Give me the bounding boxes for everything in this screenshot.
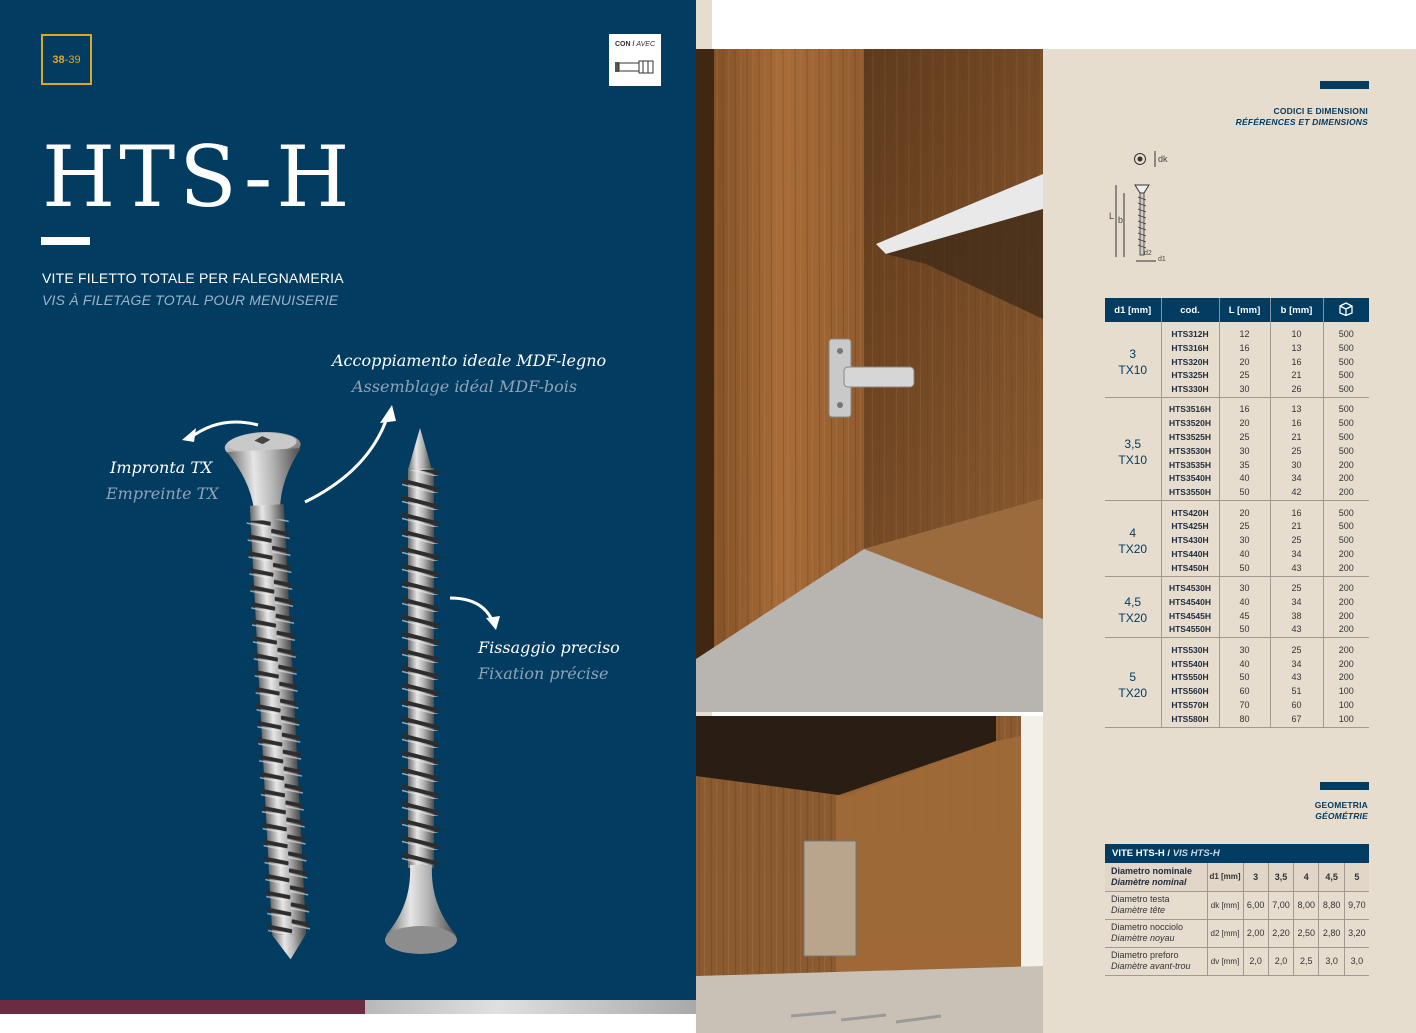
cell-L: 25 bbox=[1219, 520, 1270, 534]
cell-b: 16 bbox=[1270, 507, 1323, 521]
screw-illustration bbox=[0, 0, 696, 1000]
cell-code: HTS4530H bbox=[1161, 582, 1219, 596]
cell-L: 30 bbox=[1219, 534, 1270, 548]
cell-code: HTS540H bbox=[1161, 658, 1219, 672]
cell-b: 25 bbox=[1270, 534, 1323, 548]
geometry-value: 3,0 bbox=[1319, 947, 1344, 975]
geometry-value: 8,00 bbox=[1294, 891, 1319, 919]
cell-pieces: 500 bbox=[1338, 535, 1354, 546]
cell-b: 67 bbox=[1270, 713, 1323, 727]
geometry-value: 2,00 bbox=[1243, 919, 1268, 947]
geometry-symbol: dv [mm] bbox=[1207, 947, 1243, 975]
cell-pieces: 500 bbox=[1338, 445, 1354, 456]
screw-dimension-drawing bbox=[1104, 145, 1184, 270]
codes-table bbox=[1105, 298, 1369, 728]
geometry-value: 3,0 bbox=[1344, 947, 1369, 975]
codes-header-row bbox=[1105, 298, 1369, 322]
label-fr: Diamètre avant-trou bbox=[1111, 961, 1191, 971]
geometry-value: 2,5 bbox=[1294, 947, 1319, 975]
cell-b: 16 bbox=[1270, 356, 1323, 370]
cell-pieces: 500 bbox=[1338, 342, 1354, 353]
cell-L: 30 bbox=[1219, 582, 1270, 596]
cell-b: 34 bbox=[1270, 596, 1323, 610]
geometry-value: 2,20 bbox=[1268, 919, 1293, 947]
codes-group-diameter bbox=[1105, 582, 1161, 638]
geometry-value: 2,80 bbox=[1319, 919, 1344, 947]
callout-coupling-fr: Assemblage idéal MDF-bois bbox=[352, 376, 578, 396]
codes-group bbox=[1105, 638, 1369, 727]
label-L: L bbox=[1109, 211, 1115, 221]
cell-L: 35 bbox=[1219, 459, 1270, 473]
cell-b: 26 bbox=[1270, 383, 1323, 397]
label-d2: d2 bbox=[1144, 250, 1152, 257]
group-d1: 4,5 bbox=[1124, 594, 1142, 609]
group-d1: 3,5 bbox=[1124, 436, 1142, 451]
cell-b: 51 bbox=[1270, 685, 1323, 699]
group-d1: 5 bbox=[1129, 670, 1137, 685]
cell-b: 25 bbox=[1270, 644, 1323, 658]
cell-pieces: 200 bbox=[1338, 473, 1354, 484]
codes-group bbox=[1105, 397, 1369, 500]
page-number-a: 38 bbox=[52, 53, 65, 66]
label-it: Diametro testa bbox=[1111, 894, 1170, 904]
cell-L: 30 bbox=[1219, 445, 1270, 459]
cell-L: 25 bbox=[1219, 369, 1270, 383]
geometry-value: 4,5 bbox=[1319, 863, 1344, 891]
cell-L: 20 bbox=[1219, 356, 1270, 370]
cell-pieces: 500 bbox=[1338, 384, 1354, 395]
cell-pieces: 500 bbox=[1338, 418, 1354, 429]
cell-pieces: 100 bbox=[1338, 686, 1354, 697]
group-tx: TX20 bbox=[1118, 542, 1148, 557]
cell-code: HTS4545H bbox=[1161, 610, 1219, 624]
geometry-title-fr: VIS HTS-H bbox=[1172, 848, 1220, 859]
geometry-row-label bbox=[1105, 919, 1207, 947]
group-d1: 3 bbox=[1129, 347, 1137, 362]
col-code: cod. bbox=[1161, 298, 1219, 322]
cell-b: 21 bbox=[1270, 520, 1323, 534]
geometry-row bbox=[1105, 863, 1369, 891]
label-fr: Diamètre noyau bbox=[1111, 933, 1175, 943]
label-it: Diametro preforo bbox=[1111, 950, 1179, 960]
geometry-row-label bbox=[1105, 891, 1207, 919]
codes-group-diameter bbox=[1105, 328, 1161, 397]
label-d1: d1 bbox=[1158, 256, 1166, 263]
label-it: Diametro nocciolo bbox=[1111, 922, 1184, 932]
geometry-value: 9,70 bbox=[1344, 891, 1369, 919]
cabinet-hinge-photo bbox=[696, 49, 1043, 712]
group-d1: 4 bbox=[1129, 526, 1137, 541]
cell-b: 25 bbox=[1270, 582, 1323, 596]
codes-section-bar bbox=[1320, 81, 1369, 89]
cell-L: 50 bbox=[1219, 671, 1270, 685]
cell-code: HTS430H bbox=[1161, 534, 1219, 548]
cell-pieces: 200 bbox=[1338, 624, 1354, 635]
cell-code: HTS325H bbox=[1161, 369, 1219, 383]
geometry-value: 2,0 bbox=[1243, 947, 1268, 975]
geometry-title-it: VITE HTS-H / bbox=[1112, 848, 1171, 859]
geometry-row bbox=[1105, 919, 1369, 947]
cell-pieces: 500 bbox=[1338, 432, 1354, 443]
col-pieces bbox=[1323, 298, 1369, 322]
codes-row bbox=[1105, 328, 1369, 342]
cabinet-interior-photo bbox=[696, 716, 1043, 1033]
cell-code: HTS312H bbox=[1161, 328, 1219, 342]
codes-row bbox=[1105, 644, 1369, 658]
codes-row bbox=[1105, 507, 1369, 521]
label-b: b bbox=[1118, 215, 1124, 225]
cell-L: 16 bbox=[1219, 342, 1270, 356]
cell-b: 60 bbox=[1270, 699, 1323, 713]
codes-row bbox=[1105, 582, 1369, 596]
geometry-symbol: dk [mm] bbox=[1207, 891, 1243, 919]
cell-b: 13 bbox=[1270, 342, 1323, 356]
cell-pieces: 500 bbox=[1338, 356, 1354, 367]
cell-L: 30 bbox=[1219, 644, 1270, 658]
cell-b: 21 bbox=[1270, 431, 1323, 445]
cell-code: HTS3540H bbox=[1161, 472, 1219, 486]
bit-included-badge: CON / AVEC bbox=[609, 34, 661, 86]
subtitle-french: VIS À FILETAGE TOTAL POUR MENUISERIE bbox=[42, 292, 339, 308]
cell-code: HTS570H bbox=[1161, 699, 1219, 713]
geometry-section-heading bbox=[1315, 800, 1368, 822]
box-icon bbox=[1338, 302, 1354, 316]
cell-L: 50 bbox=[1219, 562, 1270, 576]
geometry-symbol: d1 [mm] bbox=[1207, 863, 1243, 891]
codes-group bbox=[1105, 576, 1369, 638]
cell-b: 21 bbox=[1270, 369, 1323, 383]
cell-b: 16 bbox=[1270, 417, 1323, 431]
geometry-row-label bbox=[1105, 947, 1207, 975]
cell-b: 42 bbox=[1270, 486, 1323, 500]
callout-coupling bbox=[332, 348, 606, 399]
cell-pieces: 500 bbox=[1338, 370, 1354, 381]
cell-pieces: 100 bbox=[1338, 713, 1354, 724]
geometry-value: 2,50 bbox=[1294, 919, 1319, 947]
cell-code: HTS330H bbox=[1161, 383, 1219, 397]
cell-pieces: 200 bbox=[1338, 658, 1354, 669]
codes-row bbox=[1105, 403, 1369, 417]
codes-group-diameter bbox=[1105, 644, 1161, 727]
geometry-heading-fr: GÉOMÉTRIE bbox=[1315, 811, 1368, 821]
geometry-value: 7,00 bbox=[1268, 891, 1293, 919]
codes-heading-it: CODICI E DIMENSIONI bbox=[1273, 106, 1368, 116]
cell-pieces: 200 bbox=[1338, 562, 1354, 573]
cell-L: 40 bbox=[1219, 596, 1270, 610]
cell-pieces: 200 bbox=[1338, 610, 1354, 621]
cell-L: 20 bbox=[1219, 417, 1270, 431]
badge-avec: AVEC bbox=[636, 41, 656, 48]
cell-L: 16 bbox=[1219, 403, 1270, 417]
page-number-badge: 38 - 39 bbox=[41, 34, 92, 85]
cell-pieces: 200 bbox=[1338, 487, 1354, 498]
cell-L: 80 bbox=[1219, 713, 1270, 727]
cell-L: 30 bbox=[1219, 383, 1270, 397]
cell-code: HTS4540H bbox=[1161, 596, 1219, 610]
cell-L: 25 bbox=[1219, 431, 1270, 445]
cell-pieces: 500 bbox=[1338, 507, 1354, 518]
cell-L: 50 bbox=[1219, 623, 1270, 637]
cell-code: HTS3530H bbox=[1161, 445, 1219, 459]
group-tx: TX20 bbox=[1118, 610, 1148, 625]
group-tx: TX10 bbox=[1118, 452, 1148, 467]
cell-b: 43 bbox=[1270, 671, 1323, 685]
cell-code: HTS560H bbox=[1161, 685, 1219, 699]
codes-group bbox=[1105, 501, 1369, 576]
codes-group bbox=[1105, 322, 1369, 397]
callout-drive-it: Impronta TX bbox=[110, 458, 213, 477]
cell-code: HTS3550H bbox=[1161, 486, 1219, 500]
cell-code: HTS550H bbox=[1161, 671, 1219, 685]
col-d1: d1 [mm] bbox=[1105, 298, 1161, 322]
label-fr: Diamètre nominal bbox=[1111, 876, 1187, 887]
geometry-section-bar bbox=[1320, 782, 1369, 790]
label-dk: dk bbox=[1158, 154, 1168, 164]
group-tx: TX20 bbox=[1118, 686, 1148, 701]
cell-pieces: 200 bbox=[1338, 459, 1354, 470]
cell-pieces: 500 bbox=[1338, 329, 1354, 339]
geometry-table bbox=[1105, 844, 1369, 976]
cell-code: HTS580H bbox=[1161, 713, 1219, 727]
cell-code: HTS3516H bbox=[1161, 403, 1219, 417]
cell-pieces: 500 bbox=[1338, 521, 1354, 532]
cell-L: 20 bbox=[1219, 507, 1270, 521]
cover-panel bbox=[0, 0, 696, 1000]
codes-group-diameter bbox=[1105, 507, 1161, 576]
geometry-table-title bbox=[1105, 844, 1369, 863]
product-title: HTS-H bbox=[42, 128, 354, 226]
geometry-value: 3,20 bbox=[1344, 919, 1369, 947]
geometry-symbol: d2 [mm] bbox=[1207, 919, 1243, 947]
callout-fixing-it: Fissaggio preciso bbox=[478, 638, 620, 657]
callout-drive-fr: Empreinte TX bbox=[106, 483, 219, 503]
geometry-row-label bbox=[1105, 863, 1207, 891]
cell-code: HTS320H bbox=[1161, 356, 1219, 370]
cell-code: HTS425H bbox=[1161, 520, 1219, 534]
cell-L: 60 bbox=[1219, 685, 1270, 699]
cell-code: HTS450H bbox=[1161, 562, 1219, 576]
subtitle-italian: VITE FILETTO TOTALE PER FALEGNAMERIA bbox=[42, 270, 344, 286]
cell-pieces: 200 bbox=[1338, 548, 1354, 559]
cell-b: 43 bbox=[1270, 562, 1323, 576]
geometry-value: 3,5 bbox=[1268, 863, 1293, 891]
cell-pieces: 200 bbox=[1338, 672, 1354, 683]
page-number-b: 39 bbox=[68, 53, 81, 66]
cell-pieces: 500 bbox=[1338, 404, 1354, 415]
cell-code: HTS440H bbox=[1161, 548, 1219, 562]
col-L: L [mm] bbox=[1219, 298, 1270, 322]
cell-pieces: 200 bbox=[1338, 583, 1354, 594]
codes-group-diameter bbox=[1105, 403, 1161, 500]
cell-code: HTS3520H bbox=[1161, 417, 1219, 431]
badge-con: CON bbox=[614, 41, 631, 48]
cell-L: 40 bbox=[1219, 658, 1270, 672]
cell-L: 40 bbox=[1219, 472, 1270, 486]
geometry-row bbox=[1105, 891, 1369, 919]
label-it: Diametro nominale bbox=[1111, 865, 1193, 876]
callout-drive bbox=[106, 455, 219, 506]
codes-section-heading bbox=[1236, 106, 1368, 128]
cell-b: 34 bbox=[1270, 658, 1323, 672]
cell-b: 43 bbox=[1270, 623, 1323, 637]
geometry-row bbox=[1105, 947, 1369, 975]
cell-b: 30 bbox=[1270, 459, 1323, 473]
geometry-value: 3 bbox=[1243, 863, 1268, 891]
cell-b: 13 bbox=[1270, 403, 1323, 417]
geometry-value: 2,0 bbox=[1268, 947, 1293, 975]
cell-pieces: 200 bbox=[1338, 644, 1354, 655]
cell-code: HTS316H bbox=[1161, 342, 1219, 356]
col-b: b [mm] bbox=[1270, 298, 1323, 322]
cell-L: 40 bbox=[1219, 548, 1270, 562]
geometry-value: 8,80 bbox=[1319, 891, 1344, 919]
cell-b: 25 bbox=[1270, 445, 1323, 459]
cell-L: 45 bbox=[1219, 610, 1270, 624]
cell-pieces: 200 bbox=[1338, 596, 1354, 607]
callout-coupling-it: Accoppiamento ideale MDF-legno bbox=[332, 351, 607, 370]
callout-fixing-fr: Fixation précise bbox=[478, 663, 609, 683]
top-margin bbox=[712, 0, 1416, 49]
cell-L: 70 bbox=[1219, 699, 1270, 713]
cell-code: HTS3525H bbox=[1161, 431, 1219, 445]
cell-code: HTS4550H bbox=[1161, 623, 1219, 637]
geometry-value: 5 bbox=[1344, 863, 1369, 891]
geometry-value: 6,00 bbox=[1243, 891, 1268, 919]
cell-L: 12 bbox=[1219, 328, 1270, 342]
cell-b: 34 bbox=[1270, 472, 1323, 486]
codes-heading-fr: RÉFÉRENCES ET DIMENSIONS bbox=[1235, 117, 1368, 127]
group-tx: TX10 bbox=[1118, 363, 1148, 378]
cell-b: 38 bbox=[1270, 610, 1323, 624]
footer-strip bbox=[0, 1000, 696, 1033]
geometry-value: 4 bbox=[1294, 863, 1319, 891]
cell-b: 34 bbox=[1270, 548, 1323, 562]
cell-L: 50 bbox=[1219, 486, 1270, 500]
geometry-heading-it: GEOMETRIA bbox=[1314, 800, 1368, 810]
cell-pieces: 100 bbox=[1338, 699, 1354, 710]
callout-fixing bbox=[478, 635, 620, 686]
cell-code: HTS420H bbox=[1161, 507, 1219, 521]
cell-code: HTS3535H bbox=[1161, 459, 1219, 473]
label-fr: Diamètre tête bbox=[1111, 905, 1166, 915]
cell-b: 10 bbox=[1270, 328, 1323, 342]
cell-code: HTS530H bbox=[1161, 644, 1219, 658]
